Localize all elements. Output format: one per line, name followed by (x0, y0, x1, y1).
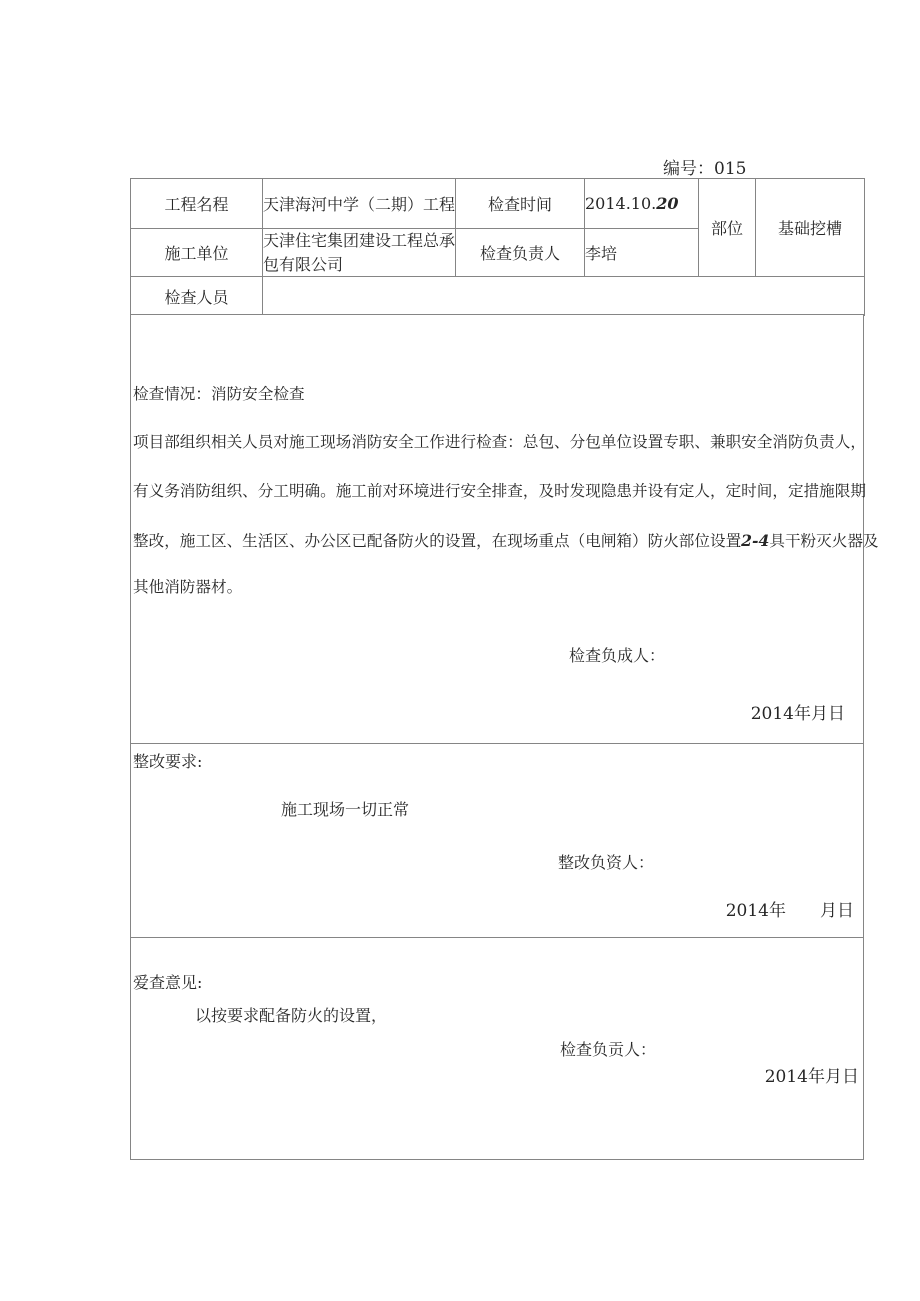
inspection-section (130, 314, 879, 744)
inspection-time-value (585, 179, 699, 229)
rectification-signature-label: 整改负资人： (558, 853, 655, 872)
inspection-line3-pre: 整改，施工区、生活区、办公区已配备防火的设置，在现场重点（电闸箱）防火部位设置 (133, 532, 742, 550)
inspection-line3-post: 具干粉灭火器及 (769, 532, 879, 550)
lead-inspector-label: 检查负责人 (456, 229, 585, 277)
inspection-signature-label: 检查负成人： (569, 646, 666, 665)
table-row (131, 277, 865, 316)
inspection-time-value-text: 2014.10. (585, 194, 657, 213)
contractor-label: 施工单位 (131, 229, 263, 277)
personnel-value-cell (263, 277, 865, 316)
review-signature-label: 检查负贡人： (560, 1040, 657, 1059)
table-row (131, 179, 865, 229)
inspection-time-day: 20 (656, 194, 679, 213)
inspection-paragraph-line2: 有义务消防组织、分工明确。施工前对环境进行安全排查，及时发现隐患并设有定人，定时间，定措施限期 (133, 482, 866, 500)
rectification-note: 施工现场一切正常 (281, 800, 410, 819)
contractor-value: 天津住宅集团建设工程总承包有限公司 (263, 229, 456, 277)
inspection-paragraph-line3 (133, 532, 879, 551)
inspection-paragraph-line4: 其他消防器材。 (133, 578, 243, 596)
rectification-section (130, 743, 864, 938)
rectification-heading: 整改要求: (133, 752, 203, 771)
part-label: 部位 (699, 179, 756, 277)
part-value: 基础挖槽 (756, 179, 865, 277)
review-note: 以按要求配备防火的设置， (195, 1006, 388, 1025)
lead-inspector-value: 李培 (585, 229, 699, 277)
review-date: 2014年月日 (764, 1067, 859, 1087)
project-name-label: 工程名程 (131, 179, 263, 229)
personnel-label: 检查人员 (131, 277, 263, 316)
inspection-line3-quantity: 2-4 (741, 531, 770, 550)
inspection-paragraph-line1: 项目部组织相关人员对施工现场消防安全工作进行检查：总包、分包单位设置专职、兼职安全消防负责人， (133, 433, 866, 451)
inspection-time-label: 检查时间 (456, 179, 585, 229)
inspection-heading: 检查情况：消防安全检查 (133, 385, 305, 403)
review-section (130, 937, 864, 1160)
header-table (130, 178, 865, 316)
review-heading: 爱查意见: (133, 973, 203, 992)
serial-number: 编号：015 (663, 159, 747, 179)
inspection-date: 2014年月日 (750, 704, 845, 724)
rectification-date: 2014年 月日 (725, 901, 854, 921)
project-name-value: 天津海河中学（二期）工程 (263, 179, 456, 229)
